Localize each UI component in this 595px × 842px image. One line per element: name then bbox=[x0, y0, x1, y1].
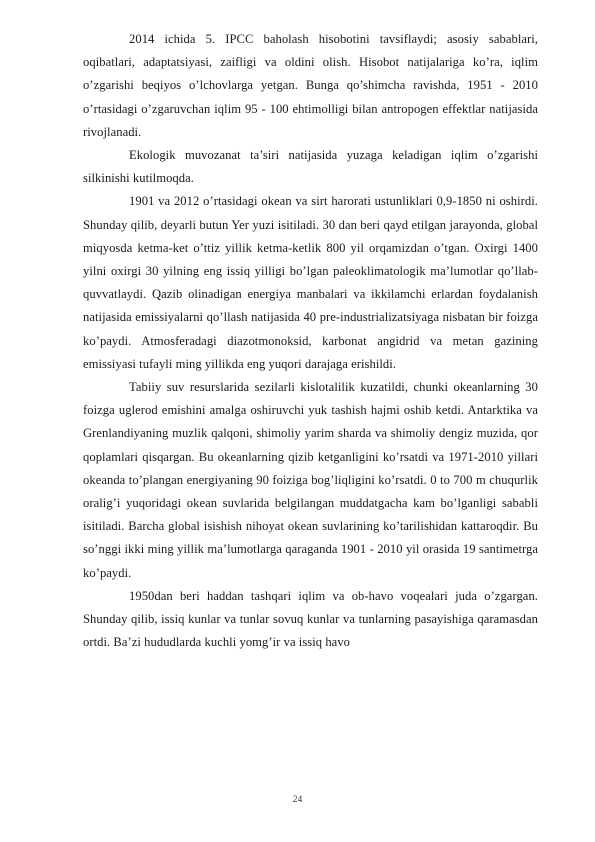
paragraph-extreme-weather: 1950dan beri haddan tashqari iqlim va ob-havo voqealari juda o’zgargan. Shunday qilib, issiq kunlar va tunlar sovuq kunlar va tunlarning pasayishiga qaramasdan ortdi. Ba’zi hududlarda kuchli yomg’ir va issiq havo bbox=[83, 588, 538, 650]
page-number: 24 bbox=[292, 795, 303, 805]
paragraph-temperature-rise: 1901 va 2012 o’rtasidagi okean va sirt harorati ustunliklari 0,9-1850 ni oshirdi. Shunday qilib, deyarli butun Yer yuzi isitiladi. 30 dan beri qayd etilgan jarayonda, global miqyosda ketma-ket o’ttiz yillik ketma-ketlik 800 yil orqamizdan o’tgan. Oxirgi 1400 yilni oxirgi 30 yilning eng issiq yilligi bo’lgan paleoklimatologik ma’lumotlar qo’llab-quvvatlaydi. Qazib olinadigan energiya manbalari va ikkilamchi erlardan foydalanish natijasida emissiyalarni qo’llash natijasida 40 pre-industrializatsiyaga nisbatan bir foizga ko’paydi. Atmosferadagi diazotmonoksid, karbonat angidrid va metan gazining emissiyasi tufayli ming yillikda eng yuqori darajaga erishildi. bbox=[83, 194, 538, 371]
paragraph-ecological-balance: Ekologik muvozanat ta’siri natijasida yuzaga keladigan iqlim o’zgarishi silkinishi kutilmoqda. bbox=[83, 148, 538, 186]
paragraph-ocean-acidification: Tabiiy suv resurslarida sezilarli kislotalilik kuzatildi, chunki okeanlarning 30 foizga uglerod emishini amalga oshiruvchi yuk tashish hajmi oshib ketdi. Antarktika va Grenlandiyaning muzlik qalqoni, shimoliy yarim sharda va shimoliy dengiz muzida, qor qoplamlari qisqargan. Bu okeanlarning qizib ketganligini ko’rsatdi va 1971-2010 yillari okeanda to’plangan energiyaning 90 foiziga bog’liqligini ko’rsatdi. 0 to 700 m chuqurlik oralig’i yuqoridagi okean suvlarida belgilangan muddatgacha kam bo’lganligi sababli isitiladi. Barcha global isishish nihoyat okean suvlarining ko’tarilishidan kattaroqdir. Bu so’nggi ikki ming yillik ma’lumotlarga qaraganda 1901 - 2010 yil orasida 19 santimetrga ko’paydi. bbox=[83, 380, 538, 580]
body-text bbox=[83, 28, 538, 654]
paragraph-ipcc-report: 2014 ichida 5. IPCC baholash hisobotini tavsiflaydi; asosiy sabablari, oqibatlari, adaptatsiyasi, zaifligi va oldini olish. Hisobot natijalariga ko’ra, iqlim o’zgarishi beqiyos o’lchovlarga yetgan. Bunga qo’shimcha ravishda, 1951 - 2010 o’rtasidagi o’zgaruvchan iqlim 95 - 100 ehtimolligi bilan antropogen effektlar natijasida rivojlanadi. bbox=[83, 32, 538, 139]
